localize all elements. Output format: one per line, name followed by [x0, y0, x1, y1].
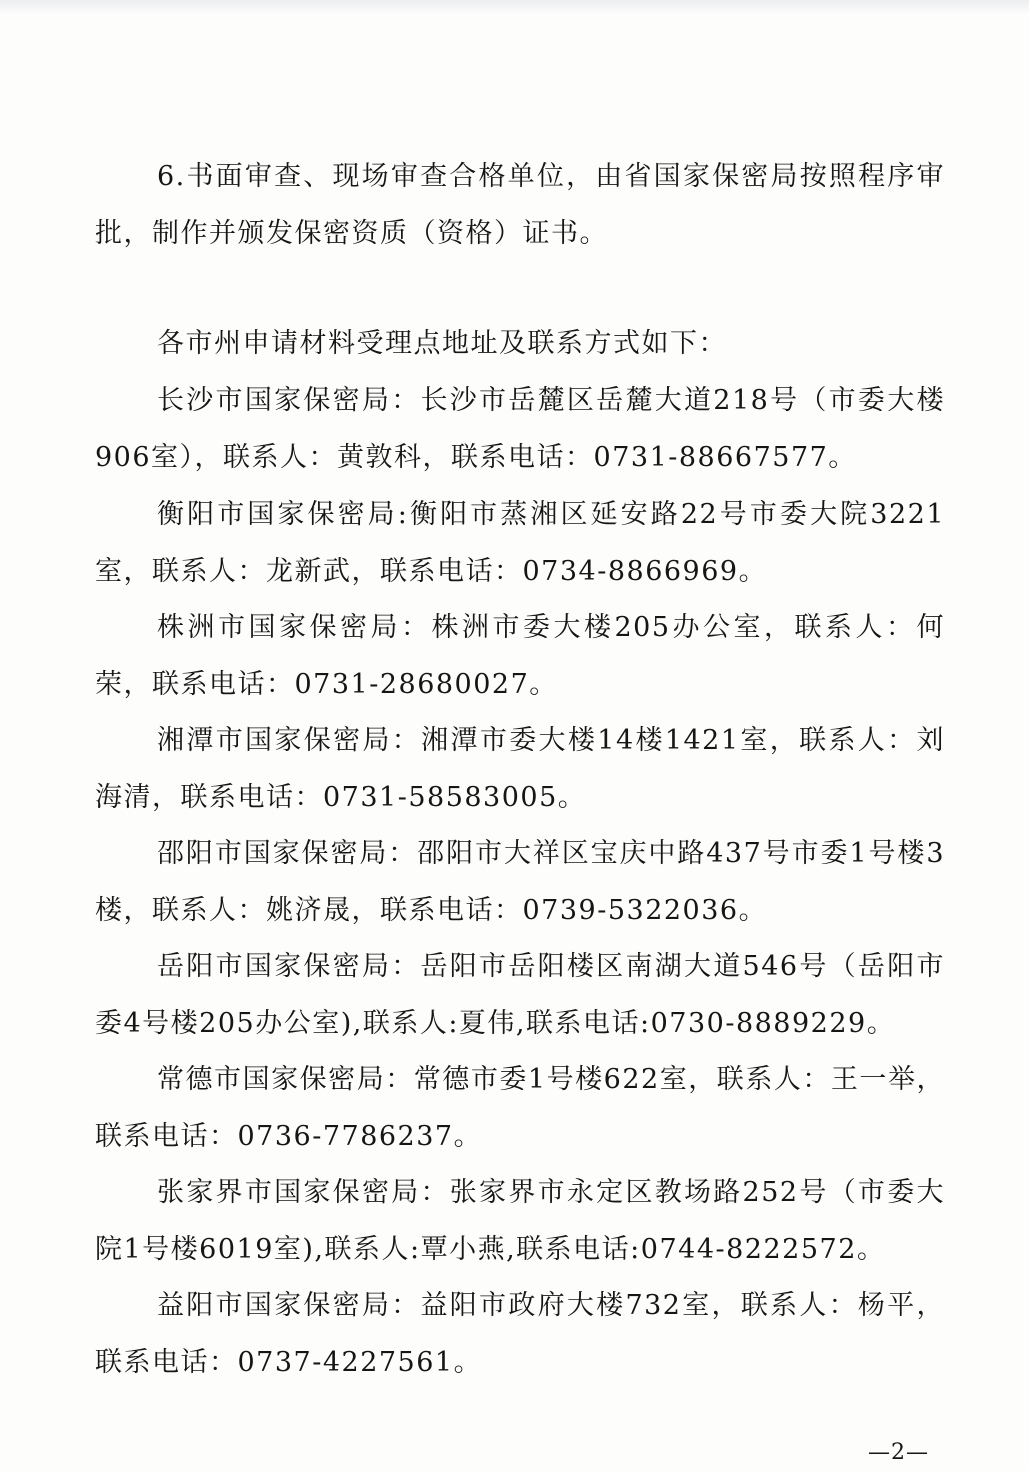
scan-edge-shadow [0, 0, 1029, 14]
paragraph-item-6: 6.书面审查、现场审查合格单位，由省国家保密局按照程序审批，制作并颁发保密资质（资格）证书。 [95, 161, 945, 249]
paragraph-contacts-intro: 各市州申请材料受理点地址及联系方式如下： [157, 328, 727, 359]
contact-yiyang: 益阳市国家保密局：益阳市政府大楼732室，联系人：杨平，联系电话：0737-4227561。 [95, 1290, 945, 1378]
contact-zhangjiajie: 张家界市国家保密局：张家界市永定区教场路252号（市委大院1号楼6019室),联系人:覃小燕,联系电话:0744-8222572。 [95, 1177, 945, 1265]
contact-zhuzhou: 株洲市国家保密局：株洲市委大楼205办公室，联系人：何荣，联系电话：0731-28680027。 [95, 612, 945, 700]
contact-yueyang: 岳阳市国家保密局：岳阳市岳阳楼区南湖大道546号（岳阳市委4号楼205办公室),联系人:夏伟,联系电话:0730-8889229。 [95, 951, 945, 1039]
contact-changde: 常德市国家保密局：常德市委1号楼622室，联系人：王一举，联系电话：0736-7786237。 [95, 1064, 945, 1152]
contact-changsha: 长沙市国家保密局：长沙市岳麓区岳麓大道218号（市委大楼906室），联系人：黄敦科，联系电话：0731-88667577。 [95, 385, 945, 473]
contact-shaoyang: 邵阳市国家保密局：邵阳市大祥区宝庆中路437号市委1号楼3楼，联系人：姚济晟，联系电话：0739-5322036。 [95, 838, 945, 926]
page-number: —2— [868, 1440, 929, 1465]
contact-hengyang: 衡阳市国家保密局:衡阳市蒸湘区延安路22号市委大院3221室，联系人：龙新武，联系电话：0734-8866969。 [95, 499, 945, 587]
contact-xiangtan: 湘潭市国家保密局：湘潭市委大楼14楼1421室，联系人：刘海清，联系电话：0731-58583005。 [95, 725, 945, 813]
